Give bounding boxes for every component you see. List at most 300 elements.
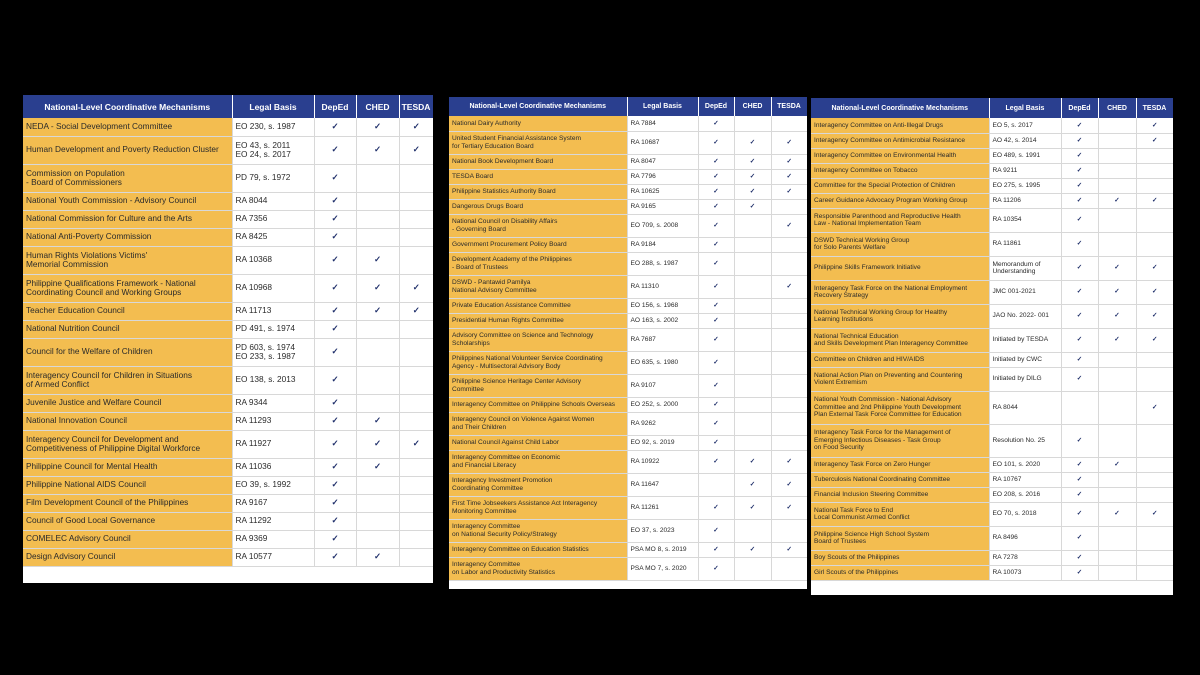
- deped-check-cell: ✓: [1061, 178, 1098, 193]
- deped-check-cell: ✓: [698, 351, 734, 374]
- ched-check-cell: [356, 338, 399, 366]
- tesda-check-cell: [771, 328, 807, 351]
- mechanism-cell: Council of Good Local Governance: [23, 512, 232, 530]
- table-row: [811, 565, 1173, 580]
- tesda-check-cell: [771, 435, 807, 450]
- mechanism-cell: Council for the Welfare of Children: [23, 338, 232, 366]
- table-row: [449, 184, 807, 199]
- legal-basis-cell: JMC 001-2021: [989, 280, 1061, 304]
- header-legal-basis: Legal Basis: [989, 98, 1061, 118]
- mechanism-cell: Presidential Human Rights Committee: [449, 313, 627, 328]
- table-row: [23, 118, 433, 136]
- deped-check-cell: ✓: [1061, 193, 1098, 208]
- header-legal-basis: Legal Basis: [627, 97, 698, 116]
- mechanism-cell: Interagency Committee on Environmental Health: [811, 148, 989, 163]
- ched-check-cell: ✓: [356, 118, 399, 136]
- tesda-check-cell: [399, 512, 433, 530]
- tesda-check-cell: [399, 458, 433, 476]
- table-row: [449, 313, 807, 328]
- legal-basis-cell: EO 208, s. 2016: [989, 487, 1061, 502]
- deped-check-cell: ✓: [1061, 565, 1098, 580]
- legal-basis-cell: Initiated by DILG: [989, 367, 1061, 391]
- table-row: [449, 328, 807, 351]
- tesda-check-cell: [1136, 163, 1173, 178]
- mechanism-cell: TESDA Board: [449, 169, 627, 184]
- tesda-check-cell: ✓: [771, 154, 807, 169]
- deped-check-cell: ✓: [314, 228, 356, 246]
- mechanism-cell: Interagency Committee on National Security Policy/Strategy: [449, 519, 627, 542]
- ched-check-cell: ✓: [1098, 502, 1136, 526]
- header-deped: DepEd: [1061, 98, 1098, 118]
- tesda-check-cell: [399, 246, 433, 274]
- mechanism-cell: Girl Scouts of the Philippines: [811, 565, 989, 580]
- header-mechanism: National-Level Coordinative Mechanisms: [811, 98, 989, 118]
- tesda-check-cell: [399, 320, 433, 338]
- tesda-check-cell: ✓: [1136, 304, 1173, 328]
- deped-check-cell: ✓: [1061, 163, 1098, 178]
- table-row: [23, 412, 433, 430]
- mechanism-cell: Development Academy of the Philippines - Board of Trustees: [449, 252, 627, 275]
- deped-check-cell: ✓: [314, 274, 356, 302]
- mechanism-cell: United Student Financial Assistance System for Tertiary Education Board: [449, 131, 627, 154]
- mechanism-cell: Philippine Qualifications Framework - National Coordinating Council and Working Groups: [23, 274, 232, 302]
- table-row: [449, 298, 807, 313]
- legal-basis-cell: RA 10767: [989, 472, 1061, 487]
- deped-check-cell: ✓: [1061, 367, 1098, 391]
- legal-basis-cell: RA 9262: [627, 412, 698, 435]
- deped-check-cell: ✓: [698, 328, 734, 351]
- ched-check-cell: ✓: [356, 458, 399, 476]
- deped-check-cell: ✓: [314, 494, 356, 512]
- table-row: [23, 302, 433, 320]
- tesda-check-cell: ✓: [399, 302, 433, 320]
- ched-check-cell: [734, 328, 771, 351]
- ched-check-cell: ✓: [1098, 280, 1136, 304]
- table-row: [23, 136, 433, 164]
- ched-check-cell: [356, 394, 399, 412]
- tesda-check-cell: [771, 412, 807, 435]
- ched-check-cell: [1098, 148, 1136, 163]
- mechanism-cell: Committee for the Special Protection of Children: [811, 178, 989, 193]
- ched-check-cell: ✓: [1098, 304, 1136, 328]
- tesda-check-cell: ✓: [1136, 502, 1173, 526]
- legal-basis-cell: EO 288, s. 1987: [627, 252, 698, 275]
- legal-basis-cell: RA 10577: [232, 548, 314, 566]
- table-row: [449, 450, 807, 473]
- deped-check-cell: ✓: [1061, 472, 1098, 487]
- tesda-check-cell: [1136, 352, 1173, 367]
- mechanism-cell: Philippine Skills Framework Initiative: [811, 256, 989, 280]
- mechanism-cell: Boy Scouts of the Philippines: [811, 550, 989, 565]
- ched-check-cell: [1098, 178, 1136, 193]
- legal-basis-cell: EO 43, s. 2011 EO 24, s. 2017: [232, 136, 314, 164]
- table-row: [23, 458, 433, 476]
- ched-check-cell: [1098, 232, 1136, 256]
- deped-check-cell: ✓: [1061, 133, 1098, 148]
- table-row: [449, 397, 807, 412]
- ched-check-cell: [734, 313, 771, 328]
- header-deped: DepEd: [314, 95, 356, 118]
- mechanism-cell: Interagency Committee on Labor and Productivity Statistics: [449, 557, 627, 580]
- tesda-check-cell: ✓: [771, 496, 807, 519]
- table-row: [449, 154, 807, 169]
- header-mechanism: National-Level Coordinative Mechanisms: [449, 97, 627, 116]
- ched-check-cell: ✓: [734, 473, 771, 496]
- table-row: [23, 246, 433, 274]
- deped-check-cell: ✓: [314, 192, 356, 210]
- deped-check-cell: ✓: [1061, 526, 1098, 550]
- ched-check-cell: ✓: [734, 199, 771, 214]
- tesda-check-cell: ✓: [771, 169, 807, 184]
- table-row: [449, 412, 807, 435]
- legal-basis-cell: RA 7884: [627, 116, 698, 131]
- legal-basis-cell: PD 79, s. 1972: [232, 164, 314, 192]
- mechanism-cell: National Technical Working Group for Healthy Learning Institutions: [811, 304, 989, 328]
- tesda-check-cell: ✓: [771, 450, 807, 473]
- table-row: [449, 542, 807, 557]
- ched-check-cell: ✓: [356, 412, 399, 430]
- table-row: [811, 391, 1173, 424]
- table-row: [23, 512, 433, 530]
- mechanism-cell: Interagency Committee on Tobacco: [811, 163, 989, 178]
- tesda-check-cell: ✓: [399, 274, 433, 302]
- legal-basis-cell: RA 7356: [232, 210, 314, 228]
- table-row: [811, 502, 1173, 526]
- ched-check-cell: [734, 116, 771, 131]
- tesda-check-cell: [399, 548, 433, 566]
- ched-check-cell: [734, 252, 771, 275]
- table-row: [811, 352, 1173, 367]
- deped-check-cell: ✓: [314, 548, 356, 566]
- deped-check-cell: ✓: [1061, 328, 1098, 352]
- deped-check-cell: ✓: [698, 397, 734, 412]
- tesda-check-cell: ✓: [399, 430, 433, 458]
- mechanism-cell: Interagency Council on Violence Against Women and Their Children: [449, 412, 627, 435]
- mechanism-cell: DSWD - Pantawid Pamilya National Advisory Committee: [449, 275, 627, 298]
- table-row: [811, 208, 1173, 232]
- tesda-check-cell: [771, 116, 807, 131]
- ched-check-cell: [356, 164, 399, 192]
- mechanism-cell: Philippine Statistics Authority Board: [449, 184, 627, 199]
- deped-check-cell: ✓: [698, 154, 734, 169]
- mechanism-cell: Responsible Parenthood and Reproductive Health Law - National Implementation Team: [811, 208, 989, 232]
- mechanism-cell: Government Procurement Policy Board: [449, 237, 627, 252]
- tesda-check-cell: ✓: [399, 136, 433, 164]
- deped-check-cell: ✓: [698, 450, 734, 473]
- ched-check-cell: [734, 275, 771, 298]
- legal-basis-cell: RA 9107: [627, 374, 698, 397]
- legal-basis-cell: EO 70, s. 2018: [989, 502, 1061, 526]
- legal-basis-cell: RA 11647: [627, 473, 698, 496]
- mechanism-cell: Interagency Council for Children in Situations of Armed Conflict: [23, 366, 232, 394]
- legal-basis-cell: RA 9167: [232, 494, 314, 512]
- mechanism-cell: National Technical Education and Skills Development Plan Interagency Committee: [811, 328, 989, 352]
- table-row: [811, 367, 1173, 391]
- tesda-check-cell: ✓: [771, 275, 807, 298]
- ched-check-cell: [356, 494, 399, 512]
- tesda-check-cell: [399, 164, 433, 192]
- deped-check-cell: ✓: [1061, 550, 1098, 565]
- deped-check-cell: ✓: [314, 338, 356, 366]
- mechanism-cell: National Anti-Poverty Commission: [23, 228, 232, 246]
- table-row: [23, 320, 433, 338]
- legal-basis-cell: PD 603, s. 1974 EO 233, s. 1987: [232, 338, 314, 366]
- coordinative-mechanisms-table: [23, 95, 433, 567]
- ched-check-cell: [1098, 367, 1136, 391]
- table-row: [23, 430, 433, 458]
- deped-check-cell: ✓: [698, 298, 734, 313]
- table-row: [811, 178, 1173, 193]
- mechanism-cell: COMELEC Advisory Council: [23, 530, 232, 548]
- deped-check-cell: ✓: [698, 557, 734, 580]
- deped-check-cell: ✓: [698, 374, 734, 397]
- mechanism-cell: National Youth Commission - Advisory Council: [23, 192, 232, 210]
- deped-check-cell: ✓: [698, 412, 734, 435]
- legal-basis-cell: EO 635, s. 1980: [627, 351, 698, 374]
- legal-basis-cell: RA 10073: [989, 565, 1061, 580]
- legal-basis-cell: Memorandum of Understanding: [989, 256, 1061, 280]
- mechanism-cell: Career Guidance Advocacy Program Working Group: [811, 193, 989, 208]
- ched-check-cell: [734, 412, 771, 435]
- deped-check-cell: ✓: [1061, 280, 1098, 304]
- legal-basis-cell: RA 10968: [232, 274, 314, 302]
- deped-check-cell: ✓: [698, 214, 734, 237]
- ched-check-cell: ✓: [356, 548, 399, 566]
- deped-check-cell: ✓: [698, 184, 734, 199]
- legal-basis-cell: PSA MO 8, s. 2019: [627, 542, 698, 557]
- deped-check-cell: ✓: [698, 542, 734, 557]
- tesda-check-cell: ✓: [771, 473, 807, 496]
- tesda-check-cell: [399, 192, 433, 210]
- legal-basis-cell: RA 8044: [232, 192, 314, 210]
- legal-basis-cell: RA 7796: [627, 169, 698, 184]
- mechanism-cell: Teacher Education Council: [23, 302, 232, 320]
- legal-basis-cell: EO 252, s. 2000: [627, 397, 698, 412]
- tesda-check-cell: [771, 519, 807, 542]
- legal-basis-cell: EO 709, s. 2008: [627, 214, 698, 237]
- legal-basis-cell: RA 9344: [232, 394, 314, 412]
- table-row: [811, 148, 1173, 163]
- deped-check-cell: ✓: [698, 313, 734, 328]
- table-row: [23, 164, 433, 192]
- ched-check-cell: [734, 557, 771, 580]
- mechanism-cell: National Nutrition Council: [23, 320, 232, 338]
- legal-basis-cell: EO 101, s. 2020: [989, 457, 1061, 472]
- deped-check-cell: ✓: [314, 246, 356, 274]
- ched-check-cell: ✓: [734, 154, 771, 169]
- mechanism-cell: Private Education Assistance Committee: [449, 298, 627, 313]
- mechanism-cell: Juvenile Justice and Welfare Council: [23, 394, 232, 412]
- deped-check-cell: ✓: [698, 496, 734, 519]
- legal-basis-cell: RA 8496: [989, 526, 1061, 550]
- legal-basis-cell: RA 11206: [989, 193, 1061, 208]
- deped-check-cell: ✓: [698, 237, 734, 252]
- legal-basis-cell: RA 11927: [232, 430, 314, 458]
- mechanism-cell: Interagency Investment Promotion Coordinating Committee: [449, 473, 627, 496]
- table-row: [811, 232, 1173, 256]
- mechanism-cell: Advisory Committee on Science and Technology Scholarships: [449, 328, 627, 351]
- mechanism-cell: Financial Inclusion Steering Committee: [811, 487, 989, 502]
- legal-basis-cell: RA 8425: [232, 228, 314, 246]
- tesda-check-cell: [771, 397, 807, 412]
- ched-check-cell: [734, 298, 771, 313]
- deped-check-cell: ✓: [1061, 424, 1098, 457]
- tesda-check-cell: [771, 252, 807, 275]
- mechanism-cell: Philippines National Volunteer Service Coordinating Agency - Multisectoral Advisory Body: [449, 351, 627, 374]
- mechanism-cell: Interagency Committee on Anti-Illegal Drugs: [811, 118, 989, 133]
- ched-check-cell: [1098, 487, 1136, 502]
- table-row: [811, 163, 1173, 178]
- tesda-check-cell: [399, 494, 433, 512]
- legal-basis-cell: RA 10625: [627, 184, 698, 199]
- header-row: [811, 98, 1173, 118]
- mechanism-cell: National Task Force to End Local Communist Armed Conflict: [811, 502, 989, 526]
- legal-basis-cell: RA 10368: [232, 246, 314, 274]
- table-row: [23, 394, 433, 412]
- header-legal-basis: Legal Basis: [232, 95, 314, 118]
- mechanism-cell: Interagency Committee on Antimicrobial Resistance: [811, 133, 989, 148]
- header-deped: DepEd: [698, 97, 734, 116]
- table-row: [449, 351, 807, 374]
- legal-basis-cell: RA 11036: [232, 458, 314, 476]
- ched-check-cell: [1098, 352, 1136, 367]
- ched-check-cell: [356, 192, 399, 210]
- header-mechanism: National-Level Coordinative Mechanisms: [23, 95, 232, 118]
- legal-basis-cell: EO 275, s. 1995: [989, 178, 1061, 193]
- mechanism-cell: Interagency Committee on Education Statistics: [449, 542, 627, 557]
- ched-check-cell: [734, 519, 771, 542]
- legal-basis-cell: RA 10687: [627, 131, 698, 154]
- tesda-check-cell: [399, 210, 433, 228]
- mechanism-cell: National Action Plan on Preventing and Countering Violent Extremism: [811, 367, 989, 391]
- tesda-check-cell: [771, 313, 807, 328]
- mechanism-cell: DSWD Technical Working Group for Solo Parents Welfare: [811, 232, 989, 256]
- tesda-check-cell: ✓: [1136, 391, 1173, 424]
- tesda-check-cell: [1136, 367, 1173, 391]
- ched-check-cell: [356, 530, 399, 548]
- header-ched: CHED: [734, 97, 771, 116]
- table-row: [811, 256, 1173, 280]
- tesda-check-cell: [399, 228, 433, 246]
- ched-check-cell: ✓: [1098, 256, 1136, 280]
- ched-check-cell: [356, 366, 399, 394]
- legal-basis-cell: RA 11310: [627, 275, 698, 298]
- mechanism-cell: Interagency Task Force on the National Employment Recovery Strategy: [811, 280, 989, 304]
- legal-basis-cell: AO 163, s. 2002: [627, 313, 698, 328]
- deped-check-cell: ✓: [314, 412, 356, 430]
- table-row: [811, 550, 1173, 565]
- deped-check-cell: ✓: [314, 458, 356, 476]
- ched-check-cell: [734, 374, 771, 397]
- ched-check-cell: [1098, 133, 1136, 148]
- tesda-check-cell: ✓: [771, 214, 807, 237]
- deped-check-cell: ✓: [314, 118, 356, 136]
- ched-check-cell: ✓: [734, 131, 771, 154]
- legal-basis-cell: AO 42, s. 2014: [989, 133, 1061, 148]
- ched-check-cell: [1098, 208, 1136, 232]
- tesda-check-cell: [1136, 550, 1173, 565]
- tesda-check-cell: [399, 476, 433, 494]
- table-row: [23, 366, 433, 394]
- deped-check-cell: ✓: [314, 512, 356, 530]
- tesda-check-cell: [399, 530, 433, 548]
- deped-check-cell: ✓: [314, 136, 356, 164]
- tesda-check-cell: [1136, 232, 1173, 256]
- ched-check-cell: ✓: [734, 184, 771, 199]
- tesda-check-cell: [399, 338, 433, 366]
- legal-basis-cell: RA 7687: [627, 328, 698, 351]
- ched-check-cell: ✓: [734, 169, 771, 184]
- table-row: [23, 530, 433, 548]
- ched-check-cell: [1098, 565, 1136, 580]
- legal-basis-cell: RA 11261: [627, 496, 698, 519]
- mechanism-cell: Philippine National AIDS Council: [23, 476, 232, 494]
- table-row: [811, 118, 1173, 133]
- table-row: [449, 473, 807, 496]
- ched-check-cell: [1098, 391, 1136, 424]
- tesda-check-cell: ✓: [771, 542, 807, 557]
- mechanism-cell: National Dairy Authority: [449, 116, 627, 131]
- header-ched: CHED: [1098, 98, 1136, 118]
- table-row: [449, 214, 807, 237]
- header-row: [23, 95, 433, 118]
- legal-basis-cell: RA 9211: [989, 163, 1061, 178]
- legal-basis-cell: RA 9165: [627, 199, 698, 214]
- legal-basis-cell: EO 37, s. 2023: [627, 519, 698, 542]
- deped-check-cell: [698, 473, 734, 496]
- tesda-check-cell: [1136, 472, 1173, 487]
- ched-check-cell: [1098, 163, 1136, 178]
- tesda-check-cell: [1136, 526, 1173, 550]
- deped-check-cell: ✓: [314, 394, 356, 412]
- table-row: [449, 275, 807, 298]
- table-row: [449, 252, 807, 275]
- deped-check-cell: ✓: [698, 116, 734, 131]
- coordinative-mechanisms-table: [449, 97, 807, 581]
- deped-check-cell: ✓: [1061, 118, 1098, 133]
- legal-basis-cell: EO 92, s. 2019: [627, 435, 698, 450]
- deped-check-cell: ✓: [698, 199, 734, 214]
- header-tesda: TESDA: [399, 95, 433, 118]
- mechanism-cell: National Commission for Culture and the Arts: [23, 210, 232, 228]
- tesda-check-cell: [1136, 148, 1173, 163]
- tesda-check-cell: [771, 557, 807, 580]
- mechanism-cell: Tuberculosis National Coordinating Committee: [811, 472, 989, 487]
- table-row: [449, 169, 807, 184]
- legal-basis-cell: RA 7278: [989, 550, 1061, 565]
- ched-check-cell: ✓: [734, 542, 771, 557]
- tesda-check-cell: ✓: [399, 118, 433, 136]
- deped-check-cell: ✓: [1061, 352, 1098, 367]
- tesda-check-cell: [1136, 208, 1173, 232]
- legal-basis-cell: RA 10922: [627, 450, 698, 473]
- deped-check-cell: ✓: [314, 430, 356, 458]
- tesda-check-cell: [399, 366, 433, 394]
- deped-check-cell: ✓: [1061, 304, 1098, 328]
- ched-check-cell: [734, 237, 771, 252]
- mechanism-cell: National Council on Disability Affairs - Governing Board: [449, 214, 627, 237]
- ched-check-cell: ✓: [356, 302, 399, 320]
- legal-basis-cell: EO 230, s. 1987: [232, 118, 314, 136]
- table-row: [811, 526, 1173, 550]
- ched-check-cell: [1098, 472, 1136, 487]
- legal-basis-cell: RA 8044: [989, 391, 1061, 424]
- legal-basis-cell: Resolution No. 25: [989, 424, 1061, 457]
- tesda-check-cell: ✓: [1136, 118, 1173, 133]
- ched-check-cell: [356, 476, 399, 494]
- legal-basis-cell: EO 39, s. 1992: [232, 476, 314, 494]
- ched-check-cell: [356, 228, 399, 246]
